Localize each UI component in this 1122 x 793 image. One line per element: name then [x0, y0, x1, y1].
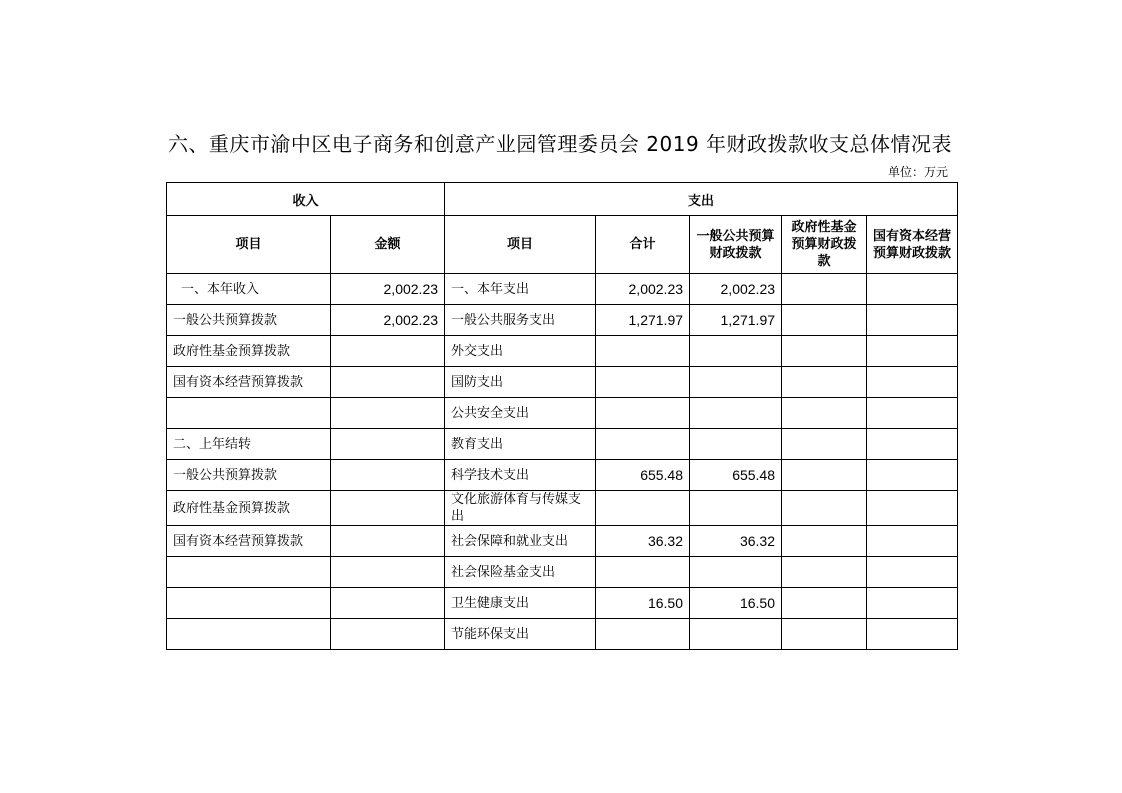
table-row [167, 557, 958, 588]
income-item-cell: 一般公共预算拨款 [167, 305, 331, 336]
expense-gov-fund-cell [782, 305, 867, 336]
expense-state-capital-cell [867, 557, 958, 588]
expense-header: 支出 [445, 183, 958, 216]
income-amount-header: 金额 [331, 216, 445, 274]
expense-total-cell: 16.50 [596, 588, 690, 619]
income-amount-cell [331, 588, 445, 619]
expense-gov-fund-cell [782, 398, 867, 429]
expense-state-capital-cell [867, 460, 958, 491]
expense-gov-fund-header: 政府性基金预算财政拨款 [782, 216, 867, 274]
expense-total-cell [596, 491, 690, 526]
budget-table [166, 182, 958, 650]
expense-item-cell: 社会保险基金支出 [445, 557, 596, 588]
expense-gov-fund-cell [782, 588, 867, 619]
expense-item-cell: 公共安全支出 [445, 398, 596, 429]
income-amount-cell [331, 619, 445, 650]
income-amount-cell [331, 557, 445, 588]
income-item-cell [167, 588, 331, 619]
expense-item-cell: 文化旅游体育与传媒支出 [445, 491, 596, 526]
expense-state-capital-cell [867, 619, 958, 650]
expense-gov-fund-cell [782, 557, 867, 588]
expense-state-capital-cell [867, 336, 958, 367]
expense-state-capital-cell [867, 367, 958, 398]
income-amount-cell [331, 336, 445, 367]
expense-general-cell: 1,271.97 [690, 305, 782, 336]
expense-general-header: 一般公共预算财政拨款 [690, 216, 782, 274]
table-row [167, 367, 958, 398]
income-amount-cell [331, 491, 445, 526]
expense-gov-fund-cell [782, 526, 867, 557]
expense-total-cell [596, 336, 690, 367]
expense-state-capital-cell [867, 491, 958, 526]
expense-total-cell [596, 398, 690, 429]
expense-total-cell: 2,002.23 [596, 274, 690, 305]
expense-item-cell: 社会保障和就业支出 [445, 526, 596, 557]
table-row [167, 336, 958, 367]
table-row [167, 460, 958, 491]
expense-general-cell [690, 429, 782, 460]
expense-item-cell: 节能环保支出 [445, 619, 596, 650]
expense-total-cell: 36.32 [596, 526, 690, 557]
header-row-columns [167, 216, 958, 274]
expense-general-cell [690, 398, 782, 429]
table-row [167, 491, 958, 526]
table-row [167, 619, 958, 650]
expense-state-capital-header: 国有资本经营预算财政拨款 [867, 216, 958, 274]
expense-state-capital-cell [867, 526, 958, 557]
header-row-group [167, 183, 958, 216]
expense-general-cell: 36.32 [690, 526, 782, 557]
income-item-cell: 二、上年结转 [167, 429, 331, 460]
income-item-cell: 一般公共预算拨款 [167, 460, 331, 491]
expense-state-capital-cell [867, 274, 958, 305]
table-row [167, 274, 958, 305]
expense-item-cell: 一般公共服务支出 [445, 305, 596, 336]
income-header: 收入 [167, 183, 445, 216]
expense-general-cell: 16.50 [690, 588, 782, 619]
table-row [167, 429, 958, 460]
income-amount-cell [331, 398, 445, 429]
expense-general-cell: 2,002.23 [690, 274, 782, 305]
income-item-cell: 国有资本经营预算拨款 [167, 367, 331, 398]
income-item-header: 项目 [167, 216, 331, 274]
expense-gov-fund-cell [782, 274, 867, 305]
expense-total-cell: 1,271.97 [596, 305, 690, 336]
income-item-cell: 一、本年收入 [167, 274, 331, 305]
expense-gov-fund-cell [782, 336, 867, 367]
expense-total-cell [596, 619, 690, 650]
expense-total-cell [596, 429, 690, 460]
expense-total-cell: 655.48 [596, 460, 690, 491]
expense-state-capital-cell [867, 305, 958, 336]
income-item-cell: 国有资本经营预算拨款 [167, 526, 331, 557]
income-item-cell [167, 398, 331, 429]
expense-item-header: 项目 [445, 216, 596, 274]
page-title: 六、重庆市渝中区电子商务和创意产业园管理委员会 2019 年财政拨款收支总体情况表 [167, 132, 953, 156]
expense-item-cell: 科学技术支出 [445, 460, 596, 491]
income-amount-cell [331, 429, 445, 460]
expense-general-cell [690, 336, 782, 367]
expense-total-cell [596, 367, 690, 398]
expense-item-cell: 外交支出 [445, 336, 596, 367]
expense-gov-fund-cell [782, 367, 867, 398]
expense-general-cell [690, 557, 782, 588]
income-item-cell: 政府性基金预算拨款 [167, 491, 331, 526]
expense-item-cell: 卫生健康支出 [445, 588, 596, 619]
table-body [167, 274, 958, 650]
income-amount-cell: 2,002.23 [331, 305, 445, 336]
expense-general-cell [690, 367, 782, 398]
table-row [167, 588, 958, 619]
expense-gov-fund-cell [782, 429, 867, 460]
expense-gov-fund-cell [782, 619, 867, 650]
expense-state-capital-cell [867, 398, 958, 429]
expense-item-cell: 一、本年支出 [445, 274, 596, 305]
expense-general-cell: 655.48 [690, 460, 782, 491]
income-amount-cell [331, 367, 445, 398]
expense-general-cell [690, 619, 782, 650]
expense-state-capital-cell [867, 429, 958, 460]
expense-item-cell: 教育支出 [445, 429, 596, 460]
income-amount-cell [331, 460, 445, 491]
unit-label: 单位：万元 [887, 165, 948, 179]
income-item-cell [167, 619, 331, 650]
income-item-cell [167, 557, 331, 588]
expense-state-capital-cell [867, 588, 958, 619]
expense-item-cell: 国防支出 [445, 367, 596, 398]
income-amount-cell: 2,002.23 [331, 274, 445, 305]
expense-general-cell [690, 491, 782, 526]
expense-gov-fund-cell [782, 460, 867, 491]
table-row [167, 526, 958, 557]
expense-total-header: 合计 [596, 216, 690, 274]
table-row [167, 305, 958, 336]
income-item-cell: 政府性基金预算拨款 [167, 336, 331, 367]
expense-total-cell [596, 557, 690, 588]
income-amount-cell [331, 526, 445, 557]
expense-gov-fund-cell [782, 491, 867, 526]
table-row [167, 398, 958, 429]
